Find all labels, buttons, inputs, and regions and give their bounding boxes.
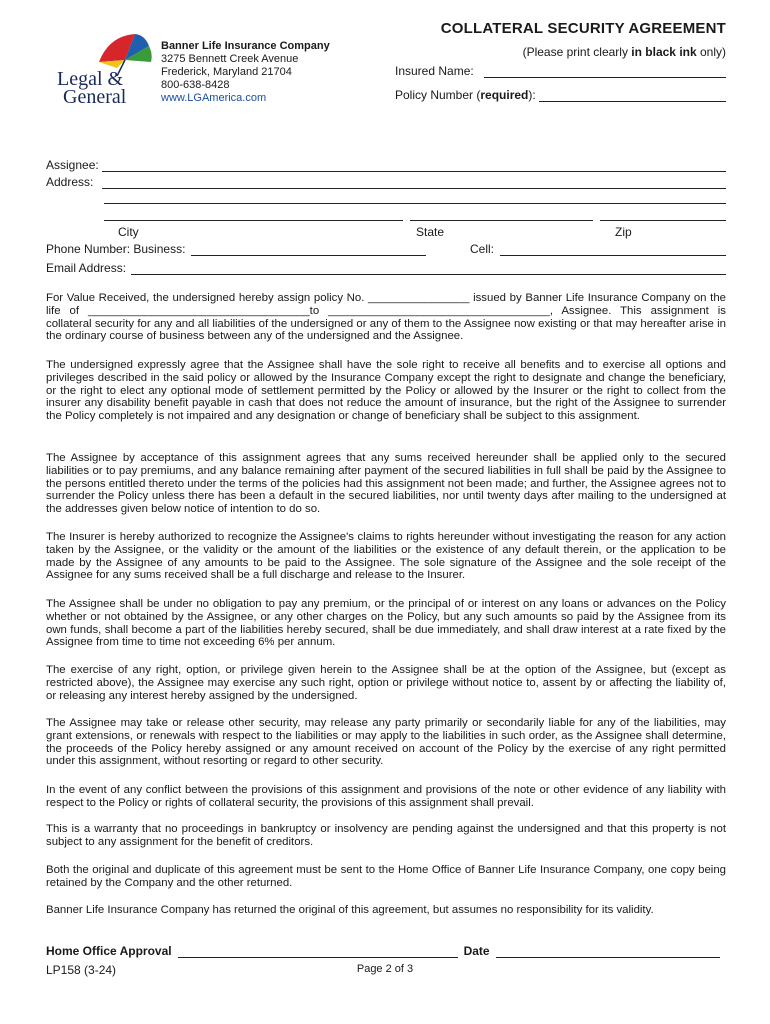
form-number: LP158 (3-24) — [46, 963, 117, 977]
paragraph-assignment: For Value Received, the undersigned hereby assign policy No. ________________ issued by Banner Life Insurance Company on the life of ___________________________________to ___________________________________, Assignee. This assignment is collateral security for any and all liabilities of the undersigned or any of them to the Assignee now existing or that may hereafter arise in the ordinary course of business between any of the undersigned and the Assignee. — [46, 292, 726, 343]
paragraph-validity: Banner Life Insurance Company has returned the original of this agreement, but assumes no responsibility for its validity. — [46, 904, 654, 916]
paragraph-original-duplicate: Both the original and duplicate of this agreement must be sent to the Home Office of Banner Life Insurance Company, one copy being retained by the Company and the other returned. — [46, 864, 726, 889]
cell-phone-field[interactable] — [500, 244, 726, 256]
date-label: Date — [463, 944, 490, 958]
assignee-field[interactable] — [102, 160, 726, 172]
insured-name-label: Insured Name: — [395, 64, 474, 78]
assignee-row — [46, 158, 726, 172]
insured-name-field[interactable] — [484, 66, 726, 78]
assignee-label: Assignee: — [46, 158, 99, 172]
company-phone: 800-638-8428 — [161, 79, 230, 91]
company-city: Frederick, Maryland 21704 — [161, 66, 292, 78]
business-phone-label: Phone Number: Business: — [46, 242, 186, 256]
policy-number-row — [395, 88, 726, 102]
state-label: State — [416, 225, 445, 239]
zip-field[interactable] — [600, 219, 726, 221]
email-row — [46, 261, 726, 275]
print-note: (Please print clearly in black ink only) — [522, 45, 726, 59]
paragraph-premium-obligation: The Assignee shall be under no obligation to pay any premium, or the principal of or interest on any loans or advances on the Policy whether or not obtained by the Assignee, or any other charges on the Policy, but any such amounts so paid by the Assignee from its own funds, shall become a part of the liabilities hereby secured, shall be due immediately, and shall draw interest at a rate fixed by the Assignee from time to time not exceeding 6% per annum. — [46, 598, 726, 649]
legal-general-logo — [55, 32, 155, 110]
state-field[interactable] — [410, 219, 593, 221]
zip-label: Zip — [615, 225, 632, 239]
business-phone-row — [46, 242, 426, 256]
cell-phone-label: Cell: — [470, 242, 495, 256]
paragraph-warranty: This is a warranty that no proceedings in bankruptcy or insolvency are pending against the undersigned and that this property is not subject to any assignment for the benefit of creditors. — [46, 823, 726, 848]
cell-phone-row — [470, 242, 726, 256]
date-field[interactable] — [496, 946, 720, 958]
policy-number-label: Policy Number (required): — [395, 88, 536, 102]
paragraph-assignee-rights: The undersigned expressly agree that the Assignee shall have the sole right to receive all benefits and to exercise all options and privileges described in the said policy or allowed by the Insurance Company except the right to designate and change the beneficiary, or the right to elect any optional mode of settlement permitted by the Policy or allowed by the Insurer or the right to collect from the insurer any disability benefit payable in cash that does not reduce the amount of insurance, but the right of the Assignee to surrender the Policy completely is not impaired and any designation or change of beneficiary shall be subject to this assignment. — [46, 359, 726, 423]
page-number: Page 2 of 3 — [356, 963, 414, 975]
address-field-2[interactable] — [104, 202, 726, 204]
logo-text-general: General — [63, 86, 127, 108]
company-street: 3275 Bennett Creek Avenue — [161, 53, 299, 65]
insured-name-row — [395, 64, 726, 78]
address-label: Address: — [46, 175, 94, 189]
city-label: City — [118, 225, 139, 239]
business-phone-field[interactable] — [191, 244, 426, 256]
email-field[interactable] — [131, 263, 726, 275]
paragraph-insurer-authorization: The Insurer is hereby authorized to recognize the Assignee's claims to rights hereunder without investigating the reason for any action taken by the Assignee, or the validity or the amount of the liabilities or the existence of any default therein, or the application to be made by the Assignee of any amounts to be paid to the Assignee. The sole signature of the Assignee and the sole receipt of the Assignee for any sums received shall be a full discharge and release to the Insurer. — [46, 531, 726, 582]
paragraph-exercise-of-rights: The exercise of any right, option, or privilege given herein to the Assignee shall be at the option of the Assignee, but (except as restricted above), the Assignee may exercise any such right, option or privilege without notice to, assent by or affecting the liability of, or releasing any interest hereby assigned by the undersigned. — [46, 664, 726, 702]
home-office-approval-field[interactable] — [178, 946, 458, 958]
form-title: COLLATERAL SECURITY AGREEMENT — [440, 20, 726, 37]
company-name: Banner Life Insurance Company — [161, 40, 330, 52]
paragraph-acceptance: The Assignee by acceptance of this assignment agrees that any sums received hereunder shall be applied only to the secured liabilities or to pay premiums, and any balance remaining after payment of the secured liabilities in full shall be paid by the Assignee to the persons entitled thereto under the terms of the policies had this assignment not been made; and further, the Assignee agrees not to surrender the Policy unless there has been a default in the secured liabilities, nor until twenty days after mailing to the undersigned at the addresses given below notice of intention to do so. — [46, 452, 726, 516]
address-field-1[interactable] — [102, 177, 726, 189]
logo-text-legal: Legal & — [57, 68, 124, 90]
paragraph-conflict: In the event of any conflict between the provisions of this assignment and provisions of the note or other evidence of any liability with respect to the Policy or rights of collateral security, the provisions of this assignment shall prevail. — [46, 784, 726, 809]
address-row — [46, 175, 726, 189]
city-field[interactable] — [104, 219, 403, 221]
company-address — [161, 40, 330, 105]
home-office-approval-label: Home Office Approval — [46, 944, 172, 958]
paragraph-other-security: The Assignee may take or release other security, may release any party primarily or secondarily liable for any of the liabilities, may grant extensions, or renewals with respect to the liabilities or may apply to the liabilities in such order, as the Assignee shall determine, the proceeds of the Policy hereby assigned or any amount received on account of the Policy by the exercise of any right permitted under this assignment, without resorting or regard to other security. — [46, 717, 726, 768]
home-office-approval-row — [46, 944, 726, 958]
email-label: Email Address: — [46, 261, 127, 275]
company-website-link[interactable]: www.LGAmerica.com — [161, 92, 267, 104]
policy-number-field[interactable] — [539, 90, 726, 102]
